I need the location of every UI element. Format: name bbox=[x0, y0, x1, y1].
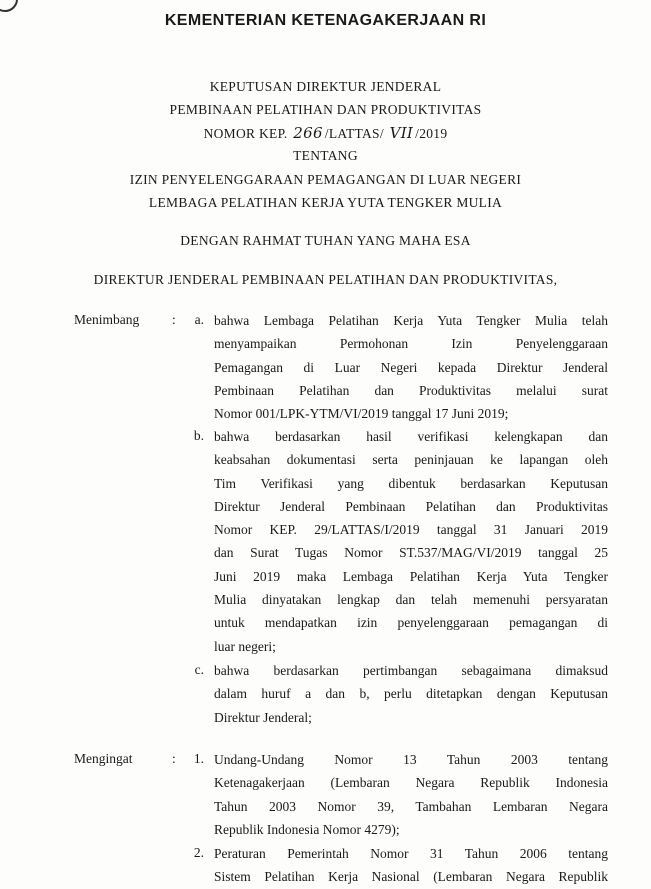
text-line: Ketenagakerjaan (Lembaran Negara Republik Indonesia bbox=[214, 775, 608, 791]
text-line: Nomor 001/LPK-YTM/VI/2019 tanggal 17 Juni 2019; bbox=[214, 406, 509, 422]
mengingat-item-1 bbox=[214, 748, 608, 841]
tentang-heading: TENTANG bbox=[293, 148, 358, 163]
text-line: Pembinaan Pelatihan dan Produktivitas melalui surat bbox=[214, 382, 608, 398]
text-line: dan Surat Tugas Nomor ST.537/MAG/VI/2019 tanggal 25 bbox=[214, 545, 608, 561]
text-line: bahwa berdasarkan hasil verifikasi kelengkapan dan bbox=[214, 429, 608, 444]
mengingat-label: Mengingat bbox=[74, 751, 133, 766]
text-line: Direktur Jenderal Pembinaan Pelatihan dan Produktivitas bbox=[214, 498, 608, 514]
decree-number bbox=[0, 124, 651, 142]
text-line: luar negeri; bbox=[214, 638, 276, 654]
menimbang-item-a bbox=[214, 309, 608, 425]
menimbang-item-marker: b. bbox=[193, 428, 204, 443]
ministry-heading: KEMENTERIAN KETENAGAKERJAAN RI bbox=[164, 12, 487, 29]
handwritten-month: VII bbox=[389, 124, 414, 142]
decree-title-line1: KEPUTUSAN DIREKTUR JENDERAL bbox=[209, 79, 442, 94]
text-line: Juni 2019 maka Lembaga Pelatihan Kerja Yuta Tengker bbox=[214, 568, 608, 584]
text-line: dalam huruf a dan b, perlu ditetapkan dengan Keputusan bbox=[214, 686, 608, 702]
text-line: bahwa berdasarkan pertimbangan sebagaimana dimaksud bbox=[214, 663, 608, 678]
decree-number-suffix: /2019 bbox=[415, 126, 448, 141]
decree-title-line2: PEMBINAAN PELATIHAN DAN PRODUKTIVITAS bbox=[169, 102, 482, 117]
rahmat-line: DENGAN RAHMAT TUHAN YANG MAHA ESA bbox=[180, 233, 471, 248]
mengingat-item-marker: 2. bbox=[193, 845, 204, 860]
decree-number-prefix: NOMOR KEP. bbox=[203, 126, 288, 141]
text-line: Mulia dinyatakan lengkap dan telah memenuhi persyaratan bbox=[214, 592, 608, 608]
text-line: untuk mendapatkan izin penyelenggaraan pemagangan di bbox=[214, 615, 608, 631]
menimbang-item-b bbox=[214, 425, 608, 658]
text-line: Direktur Jenderal; bbox=[214, 709, 312, 725]
text-line: Sistem Pelatihan Kerja Nasional (Lembaran Negara Republik bbox=[214, 869, 608, 885]
director-line: DIREKTUR JENDERAL PEMBINAAN PELATIHAN DAN PRODUKTIVITAS, bbox=[93, 272, 558, 287]
menimbang-item-marker: c. bbox=[194, 662, 204, 677]
text-line: menyampaikan Permohonan Izin Penyelenggaraan bbox=[214, 336, 608, 352]
subject-line1: IZIN PENYELENGGARAAN PEMAGANGAN DI LUAR NEGERI bbox=[129, 172, 522, 187]
mengingat-item-2 bbox=[214, 842, 608, 889]
text-line: Tim Verifikasi yang dibentuk berdasarkan Keputusan bbox=[214, 475, 608, 491]
decree-number-middle: /LATTAS/ bbox=[324, 126, 384, 141]
mengingat-colon: : bbox=[172, 751, 176, 766]
text-line: Pemagangan di Luar Negeri kepada Direktur Jenderal bbox=[214, 359, 608, 375]
handwritten-number: 266 bbox=[293, 124, 323, 142]
menimbang-label: Menimbang bbox=[74, 312, 140, 327]
mengingat-item-marker: 1. bbox=[193, 751, 204, 766]
text-line: Tahun 2003 Nomor 39, Tambahan Lembaran Negara bbox=[214, 798, 608, 814]
text-line: Republik Indonesia Nomor 4279); bbox=[214, 821, 400, 837]
menimbang-item-c bbox=[214, 659, 608, 729]
menimbang-item-marker: a. bbox=[194, 312, 204, 327]
text-line: bahwa Lembaga Pelatihan Kerja Yuta Tengker Mulia telah bbox=[214, 313, 608, 328]
text-line: keabsahan dokumentasi serta peninjauan ke lapangan oleh bbox=[214, 452, 608, 468]
subject-line2: LEMBAGA PELATIHAN KERJA YUTA TENGKER MULIA bbox=[148, 195, 503, 210]
text-line: Undang-Undang Nomor 13 Tahun 2003 tentang bbox=[214, 752, 608, 767]
menimbang-colon: : bbox=[172, 312, 176, 327]
text-line: Peraturan Pemerintah Nomor 31 Tahun 2006 tentang bbox=[214, 846, 608, 861]
text-line: Nomor KEP. 29/LATTAS/I/2019 tanggal 31 Januari 2019 bbox=[214, 522, 608, 538]
punch-hole-mark bbox=[0, 0, 18, 12]
